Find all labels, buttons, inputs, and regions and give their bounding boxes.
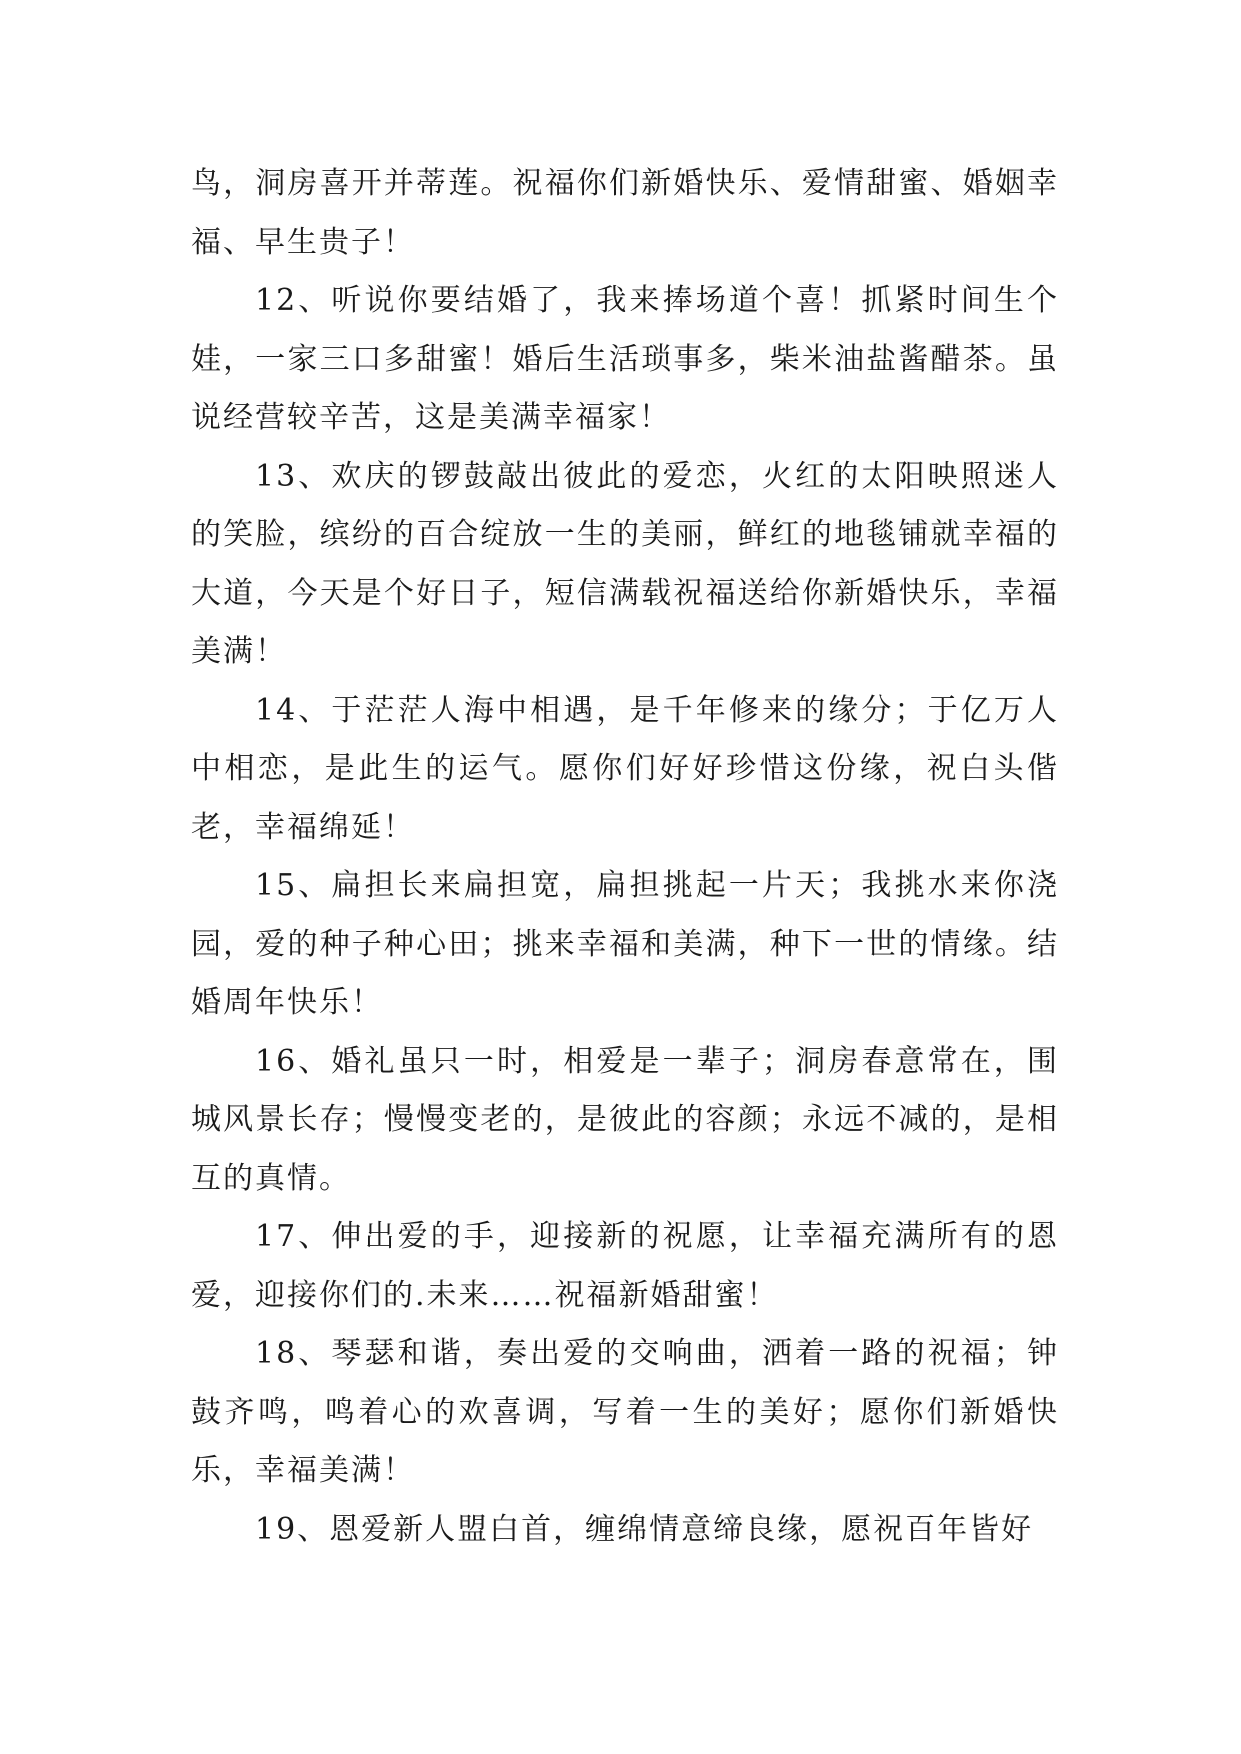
paragraph-14: 14、于茫茫人海中相遇，是千年修来的缘分；于亿万人中相恋，是此生的运气。愿你们好好珍惜这份缘，祝白头偕老，幸福绵延！ — [191, 692, 1059, 845]
document-body — [191, 155, 1059, 1559]
paragraph-18: 18、琴瑟和谐，奏出爱的交响曲，洒着一路的祝福；钟鼓齐鸣，鸣着心的欢喜调，写着一生的美好；愿你们新婚快乐，幸福美满！ — [191, 1336, 1059, 1488]
paragraph-16: 16、婚礼虽只一时，相爱是一辈子；洞房春意常在，围城风景长存；慢慢变老的，是彼此的容颜；永远不减的，是相互的真情。 — [191, 1043, 1059, 1196]
paragraph-13: 13、欢庆的锣鼓敲出彼此的爱恋，火红的太阳映照迷人的笑脸，缤纷的百合绽放一生的美丽，鲜红的地毯铺就幸福的大道，今天是个好日子，短信满载祝福送给你新婚快乐，幸福美满！ — [191, 458, 1059, 669]
paragraph-19: 19、恩爱新人盟白首，缠绵情意缔良缘，愿祝百年皆好 — [255, 1511, 1034, 1547]
paragraph-15: 15、扁担长来扁担宽，扁担挑起一片天；我挑水来你浇园，爱的种子种心田；挑来幸福和美满，种下一世的情缘。结婚周年快乐！ — [191, 868, 1059, 1020]
paragraph-17: 17、伸出爱的手，迎接新的祝愿，让幸福充满所有的恩爱，迎接你们的.未来……祝福新婚甜蜜！ — [191, 1219, 1059, 1313]
paragraph-continued: 鸟，洞房喜开并蒂莲。祝福你们新婚快乐、爱情甜蜜、婚姻幸福、早生贵子！ — [191, 166, 1059, 260]
paragraph-12: 12、听说你要结婚了，我来捧场道个喜！抓紧时间生个娃，一家三口多甜蜜！婚后生活琐事多，柴米油盐酱醋茶。虽说经营较辛苦，这是美满幸福家！ — [191, 283, 1059, 435]
